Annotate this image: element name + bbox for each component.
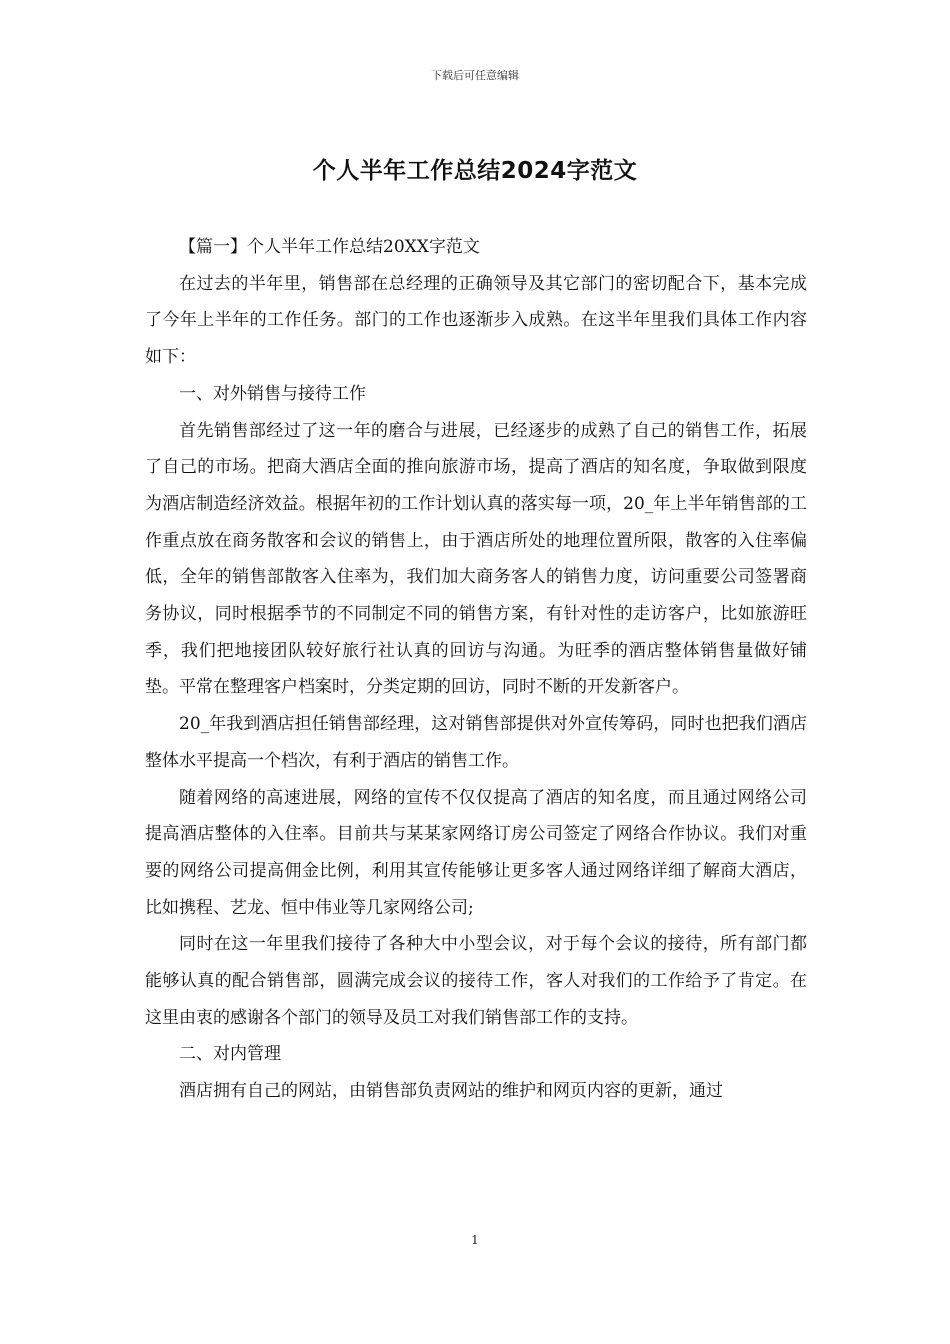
paragraph-intro: 在过去的半年里，销售部在总经理的正确领导及其它部门的密切配合下，基本完成了今年上半年的工作任务。部门的工作也逐渐步入成熟。在这半年里我们具体工作内容如下： xyxy=(145,273,807,368)
paragraph-manager-role: 20_年我到酒店担任销售部经理，这对销售部提供对外宣传筹码，同时也把我们酒店整体水平提高一个档次，有利于酒店的销售工作。 xyxy=(145,714,807,771)
paragraph-network-promotion: 随着网络的高速进展，网络的宣传不仅仅提高了酒店的知名度，而且通过网络公司提高酒店整体的入住率。目前共与某某家网络订房公司签定了网络合作协议。我们对重要的网络公司提高佣金比例，利用其宣传能够让更多客人通过网络详细了解商大酒店，比如携程、艺龙、恒中伟业等几家网络公司; xyxy=(145,787,807,918)
section-heading-part-one: 【篇一】个人半年工作总结20XX字范文 xyxy=(179,237,480,257)
paragraph-sales-work: 首先销售部经过了这一年的磨合与进展，已经逐步的成熟了自己的销售工作，拓展了自己的市场。把商大酒店全面的推向旅游市场，提高了酒店的知名度，争取做到限度为酒店制造经济效益。根据年初的工作计划认真的落实每一项，20_年上半年销售部的工作重点放在商务散客和会议的销售上，由于酒店所处的地理位置所限，散客的入住率偏低，全年的销售部散客入住率为，我们加大商务客人的销售力度，访问重要公司签署商务协议，同时根据季节的不同制定不同的销售方案，有针对性的走访客户，比如旅游旺季，我们把地接团队较好旅行社认真的回访与沟通。为旺季的酒店整体销售量做好铺垫。平常在整理客户档案时，分类定期的回访，同时不断的开发新客户。 xyxy=(145,420,807,698)
page-header-note: 下载后可任意编辑 xyxy=(431,69,519,82)
paragraph-conference-reception: 同时在这一年里我们接待了各种大中小型会议，对于每个会议的接待，所有部门都能够认真的配合销售部，圆满完成会议的接待工作，客人对我们的工作给予了肯定。在这里由衷的感谢各个部门的领导及员工对我们销售部工作的支持。 xyxy=(145,934,807,1028)
document-title: 个人半年工作总结2024字范文 xyxy=(312,158,638,184)
document-body xyxy=(145,229,807,1110)
section-heading-external-sales: 一、对外销售与接待工作 xyxy=(179,383,366,404)
page-number: 1 xyxy=(471,1233,479,1247)
section-heading-internal-management: 二、对内管理 xyxy=(179,1044,281,1065)
paragraph-website-maintenance: 酒店拥有自己的网站，由销售部负责网站的维护和网页内容的更新，通过 xyxy=(179,1081,723,1102)
